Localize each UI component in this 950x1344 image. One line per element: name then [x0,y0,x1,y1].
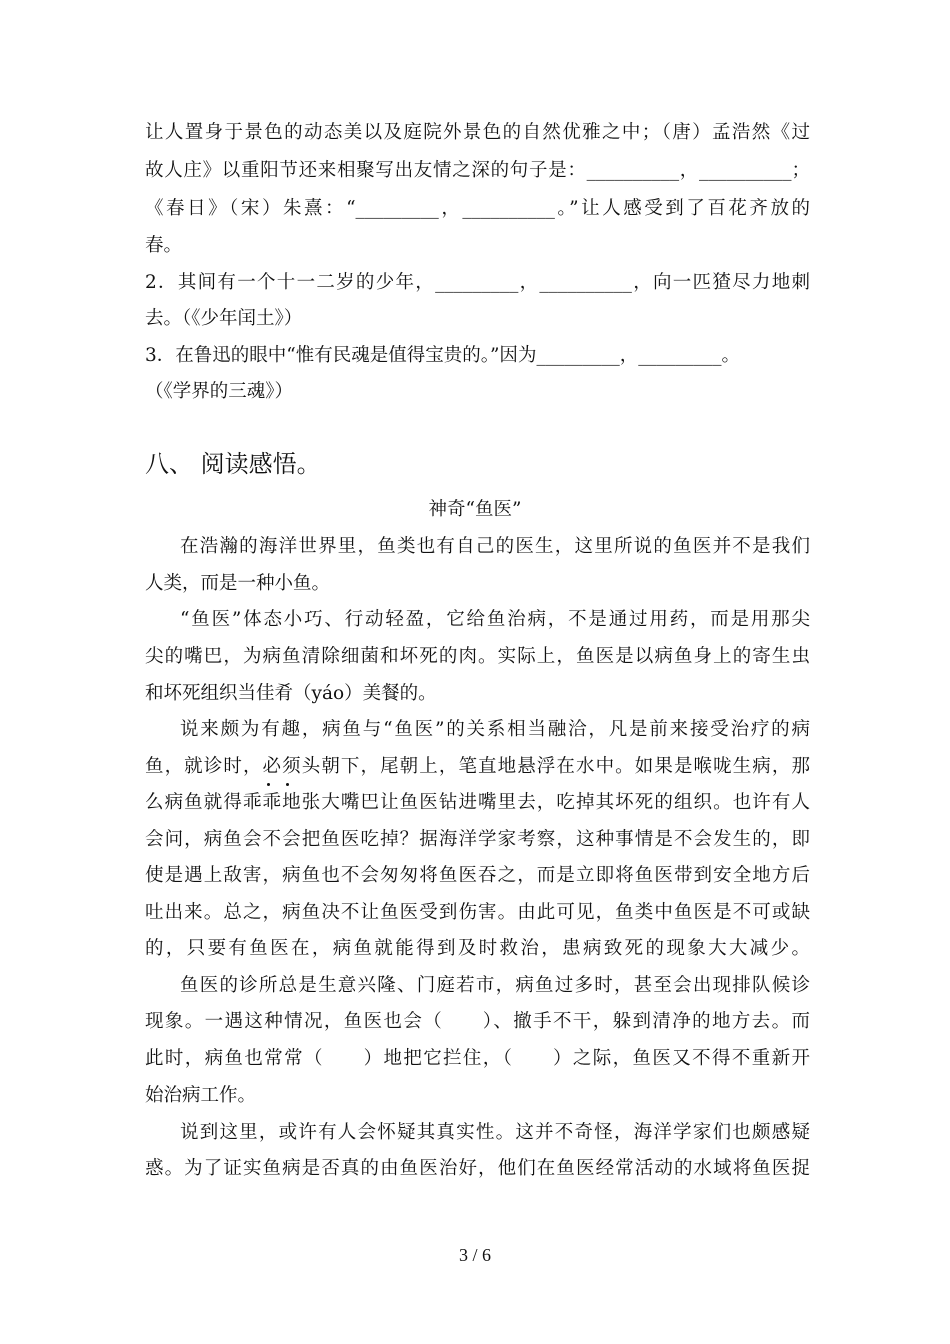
article-line: 现象。一遇这种情况，鱼医也会（ ）、撤手不干，躲到清净的地方去。而 [145,1011,810,1032]
emphasis-dot [286,783,289,786]
page-number: 3 / 6 [458,1245,491,1265]
emphasis-dot [267,783,270,786]
article-line: 说到这里，或许有人会怀疑其真实性。这并不奇怪，海洋学家们也颇感疑 [180,1122,810,1143]
question-3-source: （《学界的三魂》） [145,381,294,402]
text-line: 故人庄》以重阳节还来相聚写出友情之深的句子是：__________，__________； [145,160,810,181]
article-line: 此时，病鱼也常常（ ）地把它拦住，（ ）之际，鱼医又不得不重新开 [145,1048,810,1069]
article-line: 在浩瀚的海洋世界里，鱼类也有自己的医生，这里所说的鱼医并不是我们 [180,536,810,557]
article-line: 和坏死组织当佳肴（yáo）美餐的。 [145,683,437,704]
article-line: 人类，而是一种小鱼。 [145,573,331,594]
question-2-line: 2．其间有一个十一二岁的少年，_________，__________，向一匹猹尽力地刺 [145,272,810,293]
section-heading: 八、 阅读感悟。 [145,450,321,478]
article-line: 吐出来。总之，病鱼决不让鱼医受到伤害。由此可见，鱼类中鱼医是不可或缺 [145,902,810,923]
question-2-source: 去。（《少年闰土》） [145,308,303,329]
article-line: 使是遇上敌害，病鱼也不会匆匆将鱼医吞之，而是立即将鱼医带到安全地方后 [145,865,810,886]
article-line: 的，只要有鱼医在，病鱼就能得到及时救治，患病致死的现象大大减少。 [145,938,810,959]
article-line: 鱼医的诊所总是生意兴隆、门庭若市，病鱼过多时，甚至会出现排队候诊 [180,975,810,996]
article-line: 始治病工作。 [145,1085,257,1106]
article-title: 神奇“鱼医” [428,499,522,520]
article-line: “鱼医”体态小巧、行动轻盈，它给鱼治病，不是通过用药，而是用那尖 [180,609,810,630]
article-line: 鱼，就诊时，必须头朝下，尾朝上，笔直地悬浮在水中。如果是喉咙生病，那 [145,756,810,777]
article-line: 么病鱼就得乖乖地张大嘴巴让鱼医钻进嘴里去，吃掉其坏死的组织。也许有人 [145,792,810,813]
article-line: 说来颇为有趣，病鱼与“鱼医”的关系相当融洽，凡是前来接受治疗的病 [180,719,810,740]
article-line: 会问，病鱼会不会把鱼医吃掉？据海洋学家考察，这种事情是不会发生的，即 [145,829,810,850]
article-line: 尖的嘴巴，为病鱼清除细菌和坏死的肉。实际上，鱼医是以病鱼身上的寄生虫 [145,646,810,667]
article-line: 惑。为了证实鱼病是否真的由鱼医治好，他们在鱼医经常活动的水域将鱼医捉 [145,1158,810,1179]
text-line: 让人置身于景色的动态美以及庭院外景色的自然优雅之中；（唐）孟浩然《过 [145,122,810,143]
text-line: 《春日》（宋）朱熹：“_________，__________。”让人感受到了百花齐放的 [145,198,810,219]
question-3-line: 3．在鲁迅的眼中“惟有民魂是值得宝贵的。”因为_________，_________。 [145,345,740,366]
text-line: 春。 [145,235,183,256]
